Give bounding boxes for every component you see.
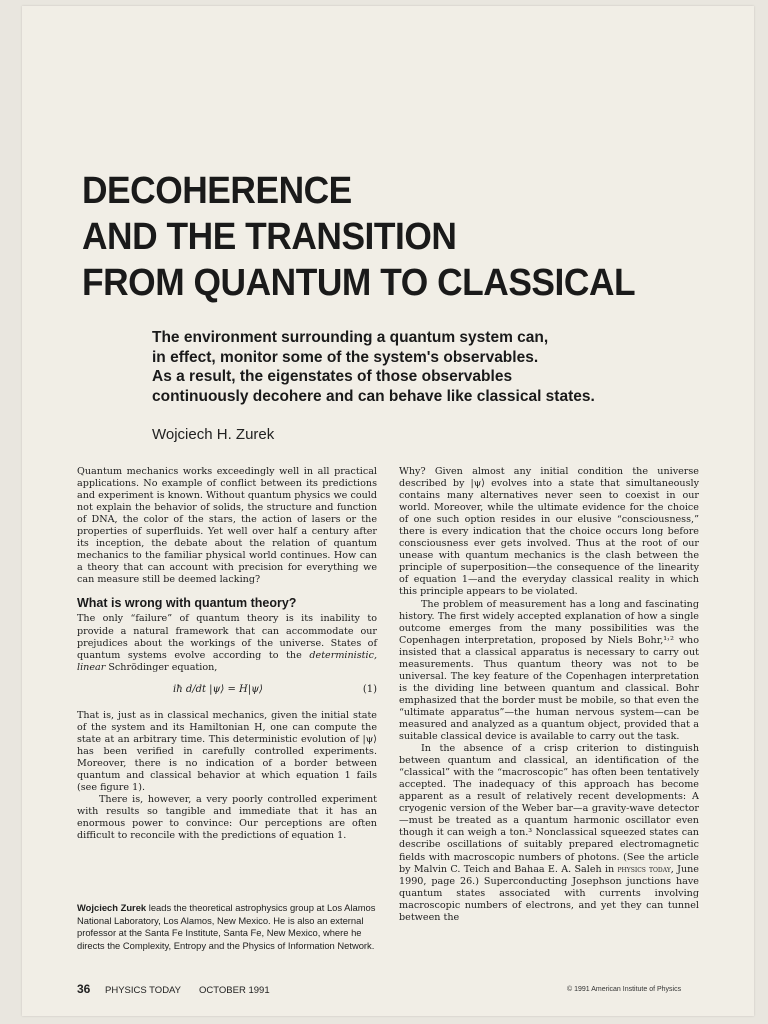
- article-subtitle: [152, 328, 712, 406]
- paragraph-why: Why? Given almost any initial condition the universe described by |ψ⟩ evolves into a state that simultaneously contains many alternatives never seen to coexist in our world. Moreover, while the ultimate evidence for the choice of one such option resides in our elusive “consciousness,” there is every indication that the choice occurs long before consciousness ever gets involved. Thus at the root of our unease with quantum mechanics is the clash between the principle of superposition—the consequence of the linearity of equation 1—and the everyday classical reality in which this principle appears to be violated.: [399, 466, 699, 598]
- title-line-3: FROM QUANTUM TO CLASSICAL: [82, 262, 636, 304]
- paragraph-perceptions: There is, however, a very poorly controlled experiment with results so tangible and immediate that it has an enormous power to convince: Our perceptions are often difficult to reconcile with the predictions of equation 1.: [77, 794, 377, 842]
- magazine-name: PHYSICS TODAY: [105, 985, 182, 996]
- paragraph-deterministic: That is, just as in classical mechanics, given the initial state of the system and its Hamiltonian H, one can compute the state at an arbitrary time. This deterministic evolution of |ψ⟩ has been verified in carefully controlled experiments. Moreover, there is no indication of a border between quantum and classical behavior at which equation 1 fails (see figure 1).: [77, 709, 377, 793]
- journal-page: [22, 6, 754, 1016]
- page-footer: [77, 982, 270, 996]
- bio-name: Wojciech Zurek: [77, 902, 147, 913]
- subtitle-line-3: As a result, the eigenstates of those observables: [152, 368, 513, 385]
- paragraph-macroscopic: In the absence of a crisp criterion to distinguish between quantum and classical, an identification of the “classical” with the “macroscopic” has often been tentatively accepted. The inadequacy of this approach has become apparent as a result of relatively recent developments: A cryogenic version of the Weber bar—a gravity-wave detector—must be treated as a quantum harmonic oscillator even though it can weigh a ton.³ Nonclassical squeezed states can describe oscillations of suitably prepared electromagnetic fields with macroscopic numbers of photons. (See the article by Malvin C. Teich and Bahaa E. A. Saleh in physics today, June 1990, page 26.) Superconducting Josephson junctions have quantum states associated with currents involving macroscopic numbers of electrons, and yet they can tunnel between the: [399, 743, 699, 923]
- subtitle-line-1: The environment surrounding a quantum system can,: [152, 329, 549, 346]
- equation-number: (1): [362, 683, 377, 695]
- copyright-notice: © 1991 American Institute of Physics: [567, 986, 682, 993]
- paragraph-measurement: The problem of measurement has a long and fascinating history. The first widely accepted explanation of how a single outcome emerges from the many possibilities was the Copenhagen interpretation, proposed by Niels Bohr,¹˒² who insisted that a classical apparatus is necessary to carry out measurements. Thus quantum theory was not to be universal. The key feature of the Copenhagen interpretation is the dividing line between quantum and classical. Bohr emphasized that the border must be mobile, so that even the “ultimate apparatus”—the human nervous system—can be measured and analyzed as a quantum object, provided that a suitable classical device is available to carry out the task.: [399, 598, 699, 743]
- magazine-reference: physics today: [617, 864, 671, 875]
- schrodinger-equation: iħ d/dt |ψ⟩ = H|ψ⟩: [173, 683, 263, 695]
- left-column: [77, 466, 377, 842]
- title-line-2: AND THE TRANSITION: [82, 216, 457, 258]
- subtitle-line-2: in effect, monitor some of the system's observables.: [152, 348, 539, 366]
- subtitle-line-4: continuously decohere and can behave like classical states.: [152, 387, 595, 405]
- page-number: 36: [77, 982, 91, 996]
- article-title: [82, 168, 696, 306]
- right-column: [399, 466, 699, 924]
- paragraph-schrodinger: The only “failure” of quantum theory is its inability to provide a natural framework that can accommodate our prejudices about the workings of the universe. States of quantum systems evolve according to the deterministic, linear Schrödinger equation,: [77, 613, 377, 673]
- author-bio: [77, 902, 377, 952]
- issue-date: OCTOBER 1991: [199, 985, 270, 996]
- section-heading: What is wrong with quantum theory?: [77, 596, 297, 611]
- intro-paragraph: Quantum mechanics works exceedingly well in all practical applications. No example of conflict between its predictions and experiment is known. Without quantum physics we could not explain the behavior of solids, the structure and function of DNA, the color of the stars, the action of lasers or the properties of superfluids. Yet well over half a century after its inception, the debate about the relation of quantum mechanics to the familiar physical world continues. How can a theory that can account with precision for everything we can measure still be deemed lacking?: [77, 466, 377, 586]
- title-line-1: DECOHERENCE: [82, 170, 352, 212]
- author-byline: Wojciech H. Zurek: [152, 426, 275, 443]
- equation-1: [77, 678, 377, 704]
- bio-text: leads the theoretical astrophysics group at Los Alamos National Laboratory, Los Alamos, New Mexico. He is also an external professor at the Santa Fe Institute, Santa Fe, New Mexico, where he directs the Complexity, Entropy and the Physics of Information Network.: [77, 902, 376, 951]
